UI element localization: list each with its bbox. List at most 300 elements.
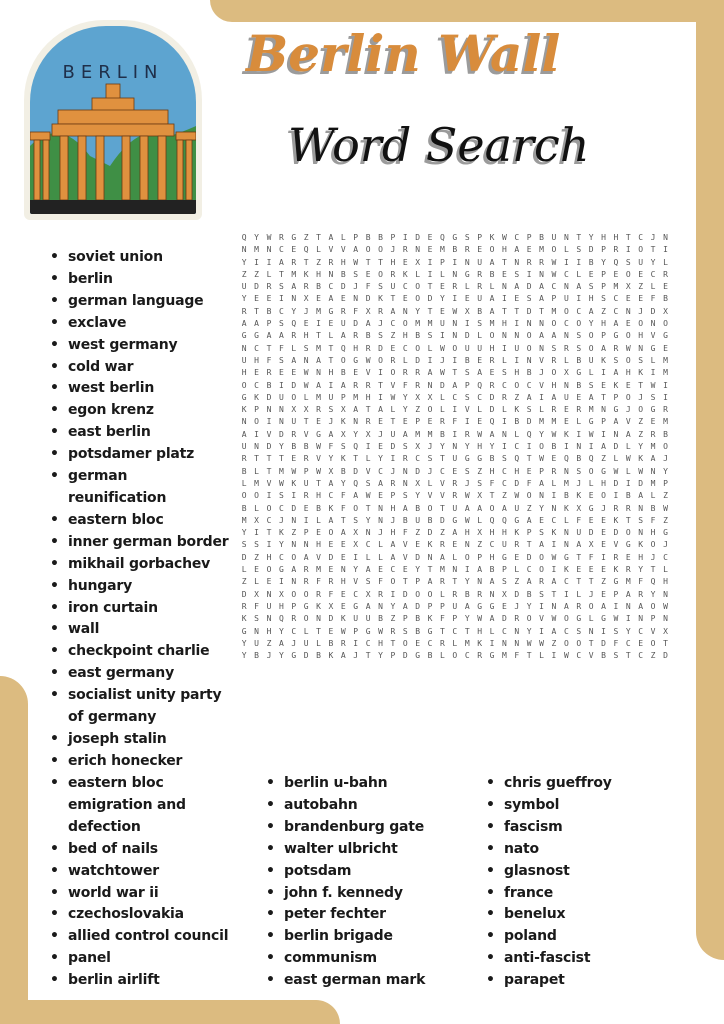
- grid-letter: A: [316, 380, 321, 390]
- grid-letter: J: [378, 319, 383, 329]
- grid-letter: H: [365, 392, 371, 402]
- grid-letter: A: [340, 331, 346, 341]
- grid-letter: K: [563, 565, 569, 575]
- grid-letter: I: [551, 565, 557, 575]
- grid-letter: Y: [638, 565, 644, 575]
- grid-letter: A: [613, 368, 619, 378]
- word-list-item: • czechoslovakia: [50, 904, 240, 926]
- grid-letter: R: [390, 355, 396, 365]
- grid-letter: E: [477, 245, 483, 255]
- grid-letter: A: [278, 638, 284, 648]
- grid-letter: R: [663, 405, 668, 415]
- grid-letter: M: [501, 651, 507, 661]
- grid-letter: T: [316, 331, 321, 341]
- word-list-item: • chris gueffroy: [486, 773, 676, 795]
- grid-letter: I: [464, 417, 470, 427]
- grid-letter: P: [440, 257, 445, 267]
- grid-letter: L: [613, 454, 619, 464]
- grid-row: [238, 392, 672, 404]
- grid-letter: Y: [489, 442, 495, 452]
- grid-letter: V: [266, 429, 272, 439]
- grid-letter: E: [601, 528, 606, 538]
- word-list-column-3: [486, 773, 676, 992]
- grid-letter: O: [526, 343, 532, 353]
- grid-letter: L: [402, 355, 408, 365]
- grid-letter: R: [303, 577, 309, 587]
- grid-letter: V: [539, 614, 544, 624]
- grid-letter: A: [576, 540, 582, 550]
- grid-letter: U: [638, 257, 644, 267]
- grid-letter: M: [440, 245, 445, 255]
- grid-letter: V: [650, 331, 656, 341]
- grid-letter: V: [539, 380, 544, 390]
- grid-letter: D: [328, 552, 334, 562]
- grid-letter: O: [526, 491, 532, 501]
- grid-letter: E: [551, 454, 557, 464]
- grid-letter: O: [638, 319, 644, 329]
- grid-letter: T: [266, 466, 272, 476]
- grid-letter: Q: [588, 454, 594, 464]
- grid-letter: P: [353, 233, 359, 242]
- grid-letter: I: [278, 380, 284, 390]
- grid-letter: E: [303, 503, 309, 513]
- grid-letter: Z: [638, 417, 644, 427]
- grid-letter: E: [563, 417, 569, 427]
- grid-letter: Y: [241, 528, 247, 538]
- grid-letter: O: [551, 319, 557, 329]
- grid-letter: A: [650, 454, 656, 464]
- grid-letter: E: [501, 601, 507, 611]
- grid-letter: B: [663, 294, 668, 304]
- grid-letter: E: [650, 417, 656, 427]
- grid-letter: M: [539, 417, 544, 427]
- grid-letter: S: [365, 478, 371, 488]
- grid-letter: N: [563, 540, 569, 550]
- grid-letter: G: [303, 601, 309, 611]
- grid-letter: T: [427, 306, 433, 316]
- grid-letter: C: [353, 589, 359, 599]
- grid-letter: P: [551, 294, 557, 304]
- grid-letter: I: [390, 454, 396, 464]
- grid-letter: K: [241, 405, 247, 415]
- grid-letter: C: [613, 294, 619, 304]
- grid-letter: R: [303, 491, 309, 501]
- grid-letter: G: [452, 233, 458, 242]
- grid-row: [238, 429, 672, 441]
- grid-letter: X: [340, 429, 346, 439]
- grid-letter: U: [390, 282, 396, 292]
- grid-letter: A: [316, 355, 321, 365]
- grid-letter: J: [440, 355, 445, 365]
- grid-letter: E: [601, 515, 606, 525]
- grid-letter: E: [576, 565, 582, 575]
- grid-letter: D: [526, 282, 532, 292]
- grid-letter: E: [291, 454, 297, 464]
- grid-letter: T: [625, 233, 631, 242]
- grid-letter: I: [353, 552, 359, 562]
- grid-letter: I: [489, 638, 495, 648]
- grid-letter: N: [613, 429, 619, 439]
- grid-letter: W: [613, 614, 619, 624]
- grid-letter: X: [464, 306, 470, 316]
- grid-letter: Z: [254, 552, 259, 562]
- grid-letter: L: [563, 355, 569, 365]
- grid-letter: I: [601, 429, 606, 439]
- grid-letter: L: [477, 405, 483, 415]
- grid-letter: T: [353, 454, 359, 464]
- grid-letter: T: [378, 380, 383, 390]
- grid-letter: G: [241, 331, 247, 341]
- grid-letter: M: [625, 577, 631, 587]
- grid-letter: G: [241, 626, 247, 636]
- grid-letter: S: [514, 269, 520, 279]
- grid-letter: B: [576, 454, 582, 464]
- grid-letter: N: [501, 282, 507, 292]
- grid-letter: G: [489, 651, 495, 661]
- grid-letter: R: [278, 233, 284, 242]
- grid-letter: D: [464, 331, 470, 341]
- grid-letter: T: [440, 503, 445, 513]
- grid-letter: M: [551, 417, 557, 427]
- grid-letter: V: [365, 368, 371, 378]
- grid-letter: A: [365, 601, 371, 611]
- grid-letter: K: [378, 294, 383, 304]
- grid-letter: E: [254, 368, 259, 378]
- grid-letter: I: [551, 651, 557, 661]
- grid-letter: G: [601, 614, 606, 624]
- grid-letter: Z: [266, 638, 272, 648]
- grid-letter: J: [514, 601, 520, 611]
- grid-letter: C: [452, 392, 458, 402]
- grid-letter: I: [378, 368, 383, 378]
- grid-letter: L: [254, 577, 259, 587]
- grid-letter: E: [663, 343, 668, 353]
- grid-letter: J: [464, 478, 470, 488]
- grid-letter: S: [365, 577, 371, 587]
- grid-letter: O: [514, 380, 520, 390]
- grid-letter: L: [328, 331, 334, 341]
- grid-letter: S: [576, 466, 582, 476]
- grid-letter: R: [390, 626, 396, 636]
- word-list-item: • symbol: [486, 795, 676, 817]
- grid-letter: R: [291, 331, 297, 341]
- grid-letter: R: [365, 380, 371, 390]
- grid-letter: I: [464, 565, 470, 575]
- grid-letter: Z: [303, 233, 309, 242]
- grid-letter: W: [551, 429, 557, 439]
- grid-letter: O: [526, 331, 532, 341]
- grid-letter: A: [378, 405, 383, 415]
- grid-letter: N: [266, 614, 272, 624]
- word-list-item: • fascism: [486, 817, 676, 839]
- grid-letter: P: [650, 614, 656, 624]
- grid-letter: T: [266, 343, 272, 353]
- grid-letter: S: [576, 245, 582, 255]
- grid-letter: G: [477, 601, 483, 611]
- grid-letter: Z: [316, 257, 321, 267]
- grid-letter: M: [663, 368, 668, 378]
- grid-letter: X: [303, 405, 309, 415]
- grid-letter: R: [563, 343, 569, 353]
- grid-letter: P: [526, 233, 532, 242]
- grid-letter: H: [638, 331, 644, 341]
- grid-letter: E: [427, 233, 433, 242]
- grid-letter: R: [440, 577, 445, 587]
- grid-letter: O: [402, 319, 408, 329]
- grid-letter: K: [563, 429, 569, 439]
- grid-letter: A: [601, 343, 606, 353]
- grid-letter: A: [477, 565, 483, 575]
- grid-letter: W: [291, 466, 297, 476]
- grid-letter: M: [241, 515, 247, 525]
- grid-letter: O: [303, 614, 309, 624]
- grid-letter: L: [365, 552, 371, 562]
- grid-letter: I: [576, 257, 582, 267]
- grid-letter: O: [539, 552, 544, 562]
- grid-letter: F: [440, 614, 445, 624]
- grid-letter: A: [489, 257, 495, 267]
- grid-row: [238, 404, 672, 416]
- grid-letter: P: [464, 380, 470, 390]
- grid-letter: B: [340, 466, 346, 476]
- grid-letter: Y: [278, 442, 284, 452]
- grid-letter: H: [316, 540, 321, 550]
- grid-letter: N: [452, 319, 458, 329]
- grid-letter: Y: [241, 294, 247, 304]
- grid-letter: K: [328, 651, 334, 661]
- grid-letter: D: [254, 282, 259, 292]
- grid-letter: F: [514, 651, 520, 661]
- grid-letter: K: [576, 491, 582, 501]
- word-list-column-1-continued: [50, 773, 240, 992]
- grid-row: [238, 367, 672, 379]
- grid-letter: E: [316, 528, 321, 538]
- grid-letter: K: [613, 565, 619, 575]
- grid-letter: B: [266, 380, 272, 390]
- grid-letter: L: [576, 589, 582, 599]
- grid-letter: I: [501, 343, 507, 353]
- grid-letter: N: [241, 343, 247, 353]
- grid-letter: E: [328, 319, 334, 329]
- grid-letter: A: [539, 331, 544, 341]
- grid-letter: R: [340, 638, 346, 648]
- grid-letter: A: [365, 319, 371, 329]
- grid-letter: D: [241, 552, 247, 562]
- grid-letter: M: [254, 478, 259, 488]
- grid-letter: U: [365, 614, 371, 624]
- grid-letter: H: [601, 319, 606, 329]
- word-list-item: • inner german border: [50, 532, 230, 554]
- grid-letter: U: [390, 429, 396, 439]
- grid-letter: E: [514, 294, 520, 304]
- grid-letter: Q: [303, 245, 309, 255]
- grid-letter: M: [427, 319, 433, 329]
- grid-letter: F: [650, 515, 656, 525]
- grid-letter: V: [440, 478, 445, 488]
- grid-letter: D: [415, 601, 421, 611]
- grid-letter: O: [464, 552, 470, 562]
- grid-letter: G: [254, 331, 259, 341]
- grid-letter: T: [316, 626, 321, 636]
- grid-letter: O: [266, 565, 272, 575]
- grid-letter: D: [353, 319, 359, 329]
- grid-letter: H: [390, 528, 396, 538]
- grid-letter: C: [514, 233, 520, 242]
- page-title: Berlin Wall: [246, 24, 561, 83]
- grid-letter: Q: [278, 614, 284, 624]
- grid-letter: D: [489, 405, 495, 415]
- grid-letter: K: [241, 614, 247, 624]
- decorative-bottom-band: [0, 1000, 340, 1024]
- word-list-item: • soviet union: [50, 247, 230, 269]
- grid-letter: F: [328, 442, 334, 452]
- grid-letter: H: [638, 552, 644, 562]
- grid-letter: Y: [464, 577, 470, 587]
- grid-letter: B: [303, 442, 309, 452]
- grid-letter: S: [464, 233, 470, 242]
- word-search-grid: [238, 232, 672, 662]
- grid-letter: U: [477, 343, 483, 353]
- grid-letter: E: [378, 565, 383, 575]
- grid-letter: K: [514, 528, 520, 538]
- grid-letter: Z: [514, 577, 520, 587]
- grid-letter: C: [638, 626, 644, 636]
- grid-letter: L: [303, 626, 309, 636]
- grid-letter: J: [390, 466, 396, 476]
- grid-letter: F: [254, 601, 259, 611]
- grid-letter: V: [316, 552, 321, 562]
- grid-letter: K: [427, 540, 433, 550]
- grid-letter: Y: [526, 626, 532, 636]
- grid-letter: I: [588, 442, 594, 452]
- grid-letter: G: [353, 601, 359, 611]
- grid-letter: W: [625, 343, 631, 353]
- grid-letter: F: [402, 528, 408, 538]
- grid-letter: R: [551, 405, 557, 415]
- grid-letter: T: [601, 392, 606, 402]
- grid-letter: S: [601, 294, 606, 304]
- grid-letter: C: [638, 651, 644, 661]
- grid-letter: D: [650, 306, 656, 316]
- word-list-item: • eastern bloc: [50, 510, 230, 532]
- grid-letter: E: [489, 368, 495, 378]
- grid-letter: Z: [477, 540, 483, 550]
- grid-letter: Z: [601, 577, 606, 587]
- grid-letter: P: [613, 392, 619, 402]
- grid-letter: R: [328, 257, 334, 267]
- grid-letter: N: [601, 405, 606, 415]
- grid-letter: N: [316, 614, 321, 624]
- grid-letter: T: [501, 306, 507, 316]
- grid-letter: X: [663, 626, 668, 636]
- grid-letter: S: [464, 368, 470, 378]
- grid-letter: E: [402, 565, 408, 575]
- grid-letter: Y: [588, 233, 594, 242]
- grid-letter: Y: [440, 442, 445, 452]
- grid-letter: I: [601, 626, 606, 636]
- grid-letter: S: [254, 614, 259, 624]
- grid-letter: O: [601, 491, 606, 501]
- grid-letter: X: [254, 589, 259, 599]
- grid-letter: K: [278, 528, 284, 538]
- grid-letter: R: [378, 589, 383, 599]
- grid-letter: N: [254, 626, 259, 636]
- grid-letter: N: [501, 638, 507, 648]
- grid-letter: D: [440, 515, 445, 525]
- grid-letter: V: [427, 491, 433, 501]
- grid-letter: A: [291, 355, 297, 365]
- grid-letter: H: [514, 368, 520, 378]
- grid-letter: I: [254, 528, 259, 538]
- grid-letter: D: [353, 466, 359, 476]
- grid-letter: A: [625, 589, 631, 599]
- grid-letter: W: [501, 233, 507, 242]
- grid-letter: U: [514, 343, 520, 353]
- grid-letter: P: [340, 392, 346, 402]
- grid-letter: A: [278, 257, 284, 267]
- grid-letter: B: [316, 282, 321, 292]
- grid-letter: R: [440, 417, 445, 427]
- grid-letter: R: [452, 478, 458, 488]
- grid-letter: V: [303, 429, 309, 439]
- grid-letter: A: [241, 429, 247, 439]
- grid-letter: U: [241, 355, 247, 365]
- grid-letter: J: [638, 306, 644, 316]
- grid-letter: O: [625, 392, 631, 402]
- grid-letter: D: [638, 478, 644, 488]
- grid-letter: Z: [650, 651, 656, 661]
- grid-letter: N: [477, 577, 483, 587]
- grid-letter: X: [415, 442, 421, 452]
- grid-letter: A: [427, 368, 433, 378]
- grid-letter: O: [650, 540, 656, 550]
- grid-letter: R: [489, 355, 495, 365]
- grid-letter: C: [551, 515, 557, 525]
- grid-letter: H: [501, 319, 507, 329]
- grid-letter: P: [601, 331, 606, 341]
- grid-row: [238, 330, 672, 342]
- grid-letter: J: [427, 466, 433, 476]
- grid-letter: T: [316, 478, 321, 488]
- grid-letter: E: [390, 343, 396, 353]
- grid-letter: L: [254, 503, 259, 513]
- grid-letter: N: [303, 355, 309, 365]
- grid-letter: T: [501, 257, 507, 267]
- grid-letter: E: [613, 269, 619, 279]
- grid-letter: N: [291, 294, 297, 304]
- grid-letter: K: [328, 503, 334, 513]
- grid-letter: N: [563, 380, 569, 390]
- grid-letter: D: [415, 466, 421, 476]
- grid-letter: L: [514, 565, 520, 575]
- grid-letter: S: [353, 269, 359, 279]
- grid-letter: Y: [663, 466, 668, 476]
- grid-letter: I: [254, 257, 259, 267]
- grid-letter: N: [625, 601, 631, 611]
- word-list-item: • potsdam: [266, 861, 456, 883]
- grid-letter: N: [452, 565, 458, 575]
- grid-letter: N: [365, 528, 371, 538]
- grid-letter: H: [551, 380, 557, 390]
- word-list-item: • erich honecker: [50, 751, 230, 773]
- grid-letter: O: [427, 405, 433, 415]
- grid-letter: Y: [278, 626, 284, 636]
- grid-letter: T: [514, 306, 520, 316]
- grid-letter: A: [576, 282, 582, 292]
- grid-letter: M: [650, 478, 656, 488]
- grid-letter: N: [663, 589, 668, 599]
- grid-letter: H: [650, 528, 656, 538]
